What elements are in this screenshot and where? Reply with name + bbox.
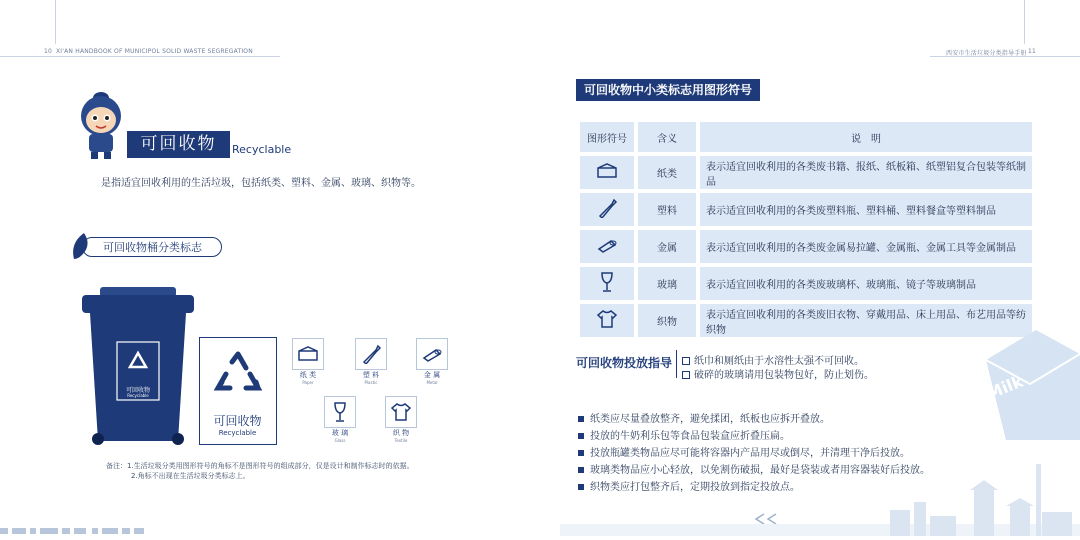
symbol-glass: 玻 璃 Glass [324,396,356,443]
decorative-bars [0,521,200,540]
can-icon [421,346,443,362]
header-divider [1024,0,1025,44]
table-desc: 表示适宜回收利用的各类废塑料瓶、塑料桶、塑料餐盒等塑料制品 [700,193,1032,226]
checkbox-icon [682,371,690,379]
header-title-right: 西安市生活垃圾分类指导手册 [946,50,1027,57]
category-title: 可回收物 [127,131,230,158]
note-line-1: 备注：1.生活垃圾分类用图形符号的角标不是图形符号的组成部分，仅是设计和制作标志时的依据。 [106,462,414,470]
table-header: 图形符号 [580,122,634,152]
bin-label-en: Recyclable [127,393,149,398]
table-desc: 表示适宜回收利用的各类废旧衣物、穿戴用品、床上用品、布艺用品等纺织物 [700,304,1032,337]
recycle-bin-illustration [80,287,196,453]
recycle-sign-cn: 可回收物 [213,414,262,428]
table-icon-cell [580,193,634,226]
bottle-icon [596,198,618,218]
header-rule [0,56,280,57]
table-row [580,156,1032,189]
mascot-illustration [76,88,126,164]
note-line-2: 2.角标不出现在生活垃圾分类标志上。 [131,472,250,480]
list-item: 纸类应尽量叠放整齐，避免揉团，纸板也应拆开叠放。 [578,410,830,425]
page-number-left: 10 [44,48,53,55]
list-item: 投放瓶罐类物品应尽可能将容器内产品用尽或倒尽，并清理干净后投放。 [578,444,910,459]
recycle-sign [199,337,277,445]
table-desc: 表示适宜回收利用的各类废金属易拉罐、金属瓶、金属工具等金属制品 [700,230,1032,263]
bullet-icon [578,416,584,422]
box-icon [596,163,618,179]
bullet-icon [578,433,584,439]
symbol-paper: 纸 类 Paper [292,338,324,385]
table-icon-cell [580,304,634,337]
header-title-left: XI'AN HANDBOOK OF MUNICIPOL SOLID WASTE SEGREGATION [56,48,253,55]
milk-carton-illustration [966,330,1080,444]
symbol-textile: 织 物 Textile [385,396,417,443]
list-item: 织物类应打包整齐后，定期投放到指定投放点。 [578,478,800,493]
table-row [580,230,1032,263]
table-header: 说 明 [700,122,1032,152]
glass-icon [599,271,615,293]
symbol-table [576,118,1036,341]
recycle-sign-en: Recyclable [218,429,257,437]
checkbox-icon [682,357,690,365]
milk-label: Milk [983,371,1026,404]
shirt-icon [390,402,412,422]
table-icon-cell [580,156,634,189]
bin-section-label: 可回收物桶分类标志 [82,237,222,257]
can-icon [596,237,618,253]
symbol-table-title: 可回收物中小类标志用图形符号 [576,79,760,101]
table-meaning: 纸类 [638,156,696,189]
page-number-right: 11 [1028,48,1037,55]
table-header-row [580,122,1032,152]
symbol-metal: 金 属 Metal [416,338,448,385]
bullet-icon [578,450,584,456]
recycle-triangle-icon [212,350,264,398]
category-definition: 是指适宜回收利用的生活垃圾，包括纸类、塑料、金属、玻璃、织物等。 [101,178,421,189]
table-icon-cell [580,267,634,300]
table-row [580,304,1032,337]
bin-label: 可回收物 [125,387,150,394]
guide-note: 破碎的玻璃请用包装物包好，防止划伤。 [682,366,874,381]
list-item: 投放的牛奶利乐包等食品包装盒应折叠压扁。 [578,427,790,442]
table-meaning: 玻璃 [638,267,696,300]
table-desc: 表示适宜回收利用的各类废玻璃杯、玻璃瓶、镜子等玻璃制品 [700,267,1032,300]
category-title-en: Recyclable [232,143,292,156]
table-meaning: 金属 [638,230,696,263]
header-divider [55,0,56,44]
guide-title: 可回收物投放指导 [576,356,673,370]
guide-note: 纸巾和厕纸由于水溶性太强不可回收。 [682,352,864,367]
guide-divider [676,350,677,378]
table-header: 含义 [638,122,696,152]
table-row [580,267,1032,300]
glass-icon [332,401,348,423]
table-meaning: 织物 [638,304,696,337]
box-icon [297,346,319,362]
table-icon-cell [580,230,634,263]
symbol-plastic: 塑 料 Plastic [355,338,387,385]
shirt-icon [596,309,618,329]
bullet-icon [578,467,584,473]
city-skyline-illustration [880,450,1080,540]
table-row [580,193,1032,226]
table-meaning: 塑料 [638,193,696,226]
table-desc: 表示适宜回收利用的各类废书籍、报纸、纸板箱、纸塑铝复合包装等纸制品 [700,156,1032,189]
list-item: 玻璃类物品应小心轻放，以免割伤破损，最好是袋装或者用容器装好后投放。 [578,461,930,476]
bottle-icon [360,344,382,364]
bullet-icon [578,484,584,490]
